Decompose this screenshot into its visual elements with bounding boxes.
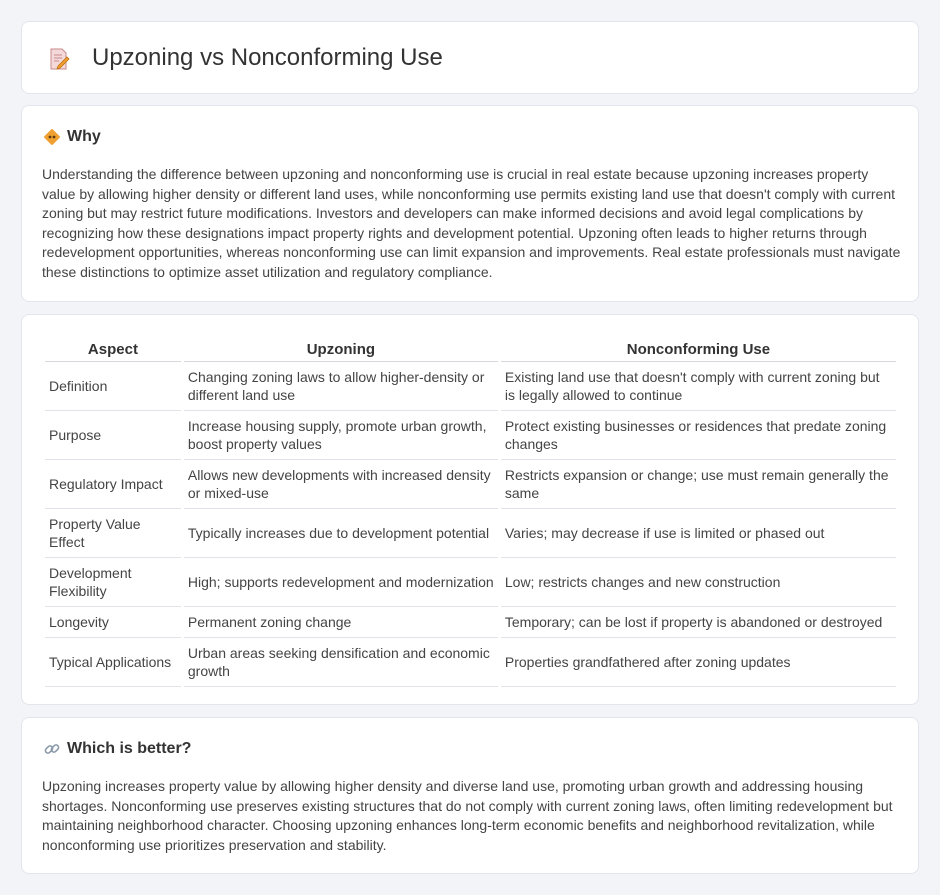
cell-upzoning: Permanent zoning change [184,607,498,638]
cell-upzoning: Allows new developments with increased density or mixed-use [184,460,498,509]
cell-nonconforming: Low; restricts changes and new construction [501,558,896,607]
cell-nonconforming: Restricts expansion or change; use must remain generally the same [501,460,896,509]
header-aspect: Aspect [45,335,181,362]
which-better-section [21,717,919,874]
cell-aspect: Purpose [45,411,181,460]
cell-nonconforming: Temporary; can be lost if property is abandoned or destroyed [501,607,896,638]
table-row [45,558,896,607]
better-text: Upzoning increases property value by allowing higher density and diverse land use, promoting urban growth and addressing housing shortages. Nonconforming use preserves existing structures that do not comply with current zoning laws, often limiting redevelopment but maintaining neighborhood character. Choosing upzoning enhances long-term economic benefits and neighborhood revitalization, while nonconforming use prioritizes preservation and stability. [42,778,893,853]
road-sign-icon [43,128,61,146]
cell-upzoning: High; supports redevelopment and modernization [184,558,498,607]
header-upzoning: Upzoning [184,335,498,362]
link-icon [43,740,61,758]
cell-upzoning: Typically increases due to development potential [184,509,498,558]
header-nonconforming: Nonconforming Use [501,335,896,362]
table-row [45,362,896,411]
document-pencil-icon [47,47,71,71]
comparison-table [42,335,899,687]
table-row [45,607,896,638]
cell-aspect: Definition [45,362,181,411]
cell-aspect: Development Flexibility [45,558,181,607]
cell-nonconforming: Existing land use that doesn't comply with current zoning but is legally allowed to continue [501,362,896,411]
why-section [21,105,919,302]
cell-upzoning: Increase housing supply, promote urban growth, boost property values [184,411,498,460]
cell-upzoning: Changing zoning laws to allow higher-density or different land use [184,362,498,411]
better-heading: Which is better? [67,740,192,757]
cell-nonconforming: Varies; may decrease if use is limited or phased out [501,509,896,558]
table-row [45,509,896,558]
table-row [45,460,896,509]
cell-upzoning: Urban areas seeking densification and economic growth [184,638,498,687]
cell-aspect: Property Value Effect [45,509,181,558]
table-row [45,411,896,460]
cell-nonconforming: Properties grandfathered after zoning updates [501,638,896,687]
table-row [45,638,896,687]
why-heading: Why [67,128,101,145]
cell-aspect: Typical Applications [45,638,181,687]
cell-aspect: Regulatory Impact [45,460,181,509]
cell-aspect: Longevity [45,607,181,638]
comparison-section [21,314,919,705]
page-title: Upzoning vs Nonconforming Use [92,44,443,71]
title-card [21,21,919,94]
why-text: Understanding the difference between upzoning and nonconforming use is crucial in real estate because upzoning increases property value by allowing higher density or different land uses, while nonconforming use permits existing land use that doesn't comply with current zoning but may restrict future modifications. Investors and developers can make informed decisions and avoid legal complications by recognizing how these designations impact property rights and development potential. Upzoning often leads to higher returns through redevelopment opportunities, whereas nonconforming use can limit expansion and improvements. Real estate professionals must navigate these distinctions to optimize asset utilization and regulatory compliance. [42,166,901,280]
cell-nonconforming: Protect existing businesses or residences that predate zoning changes [501,411,896,460]
